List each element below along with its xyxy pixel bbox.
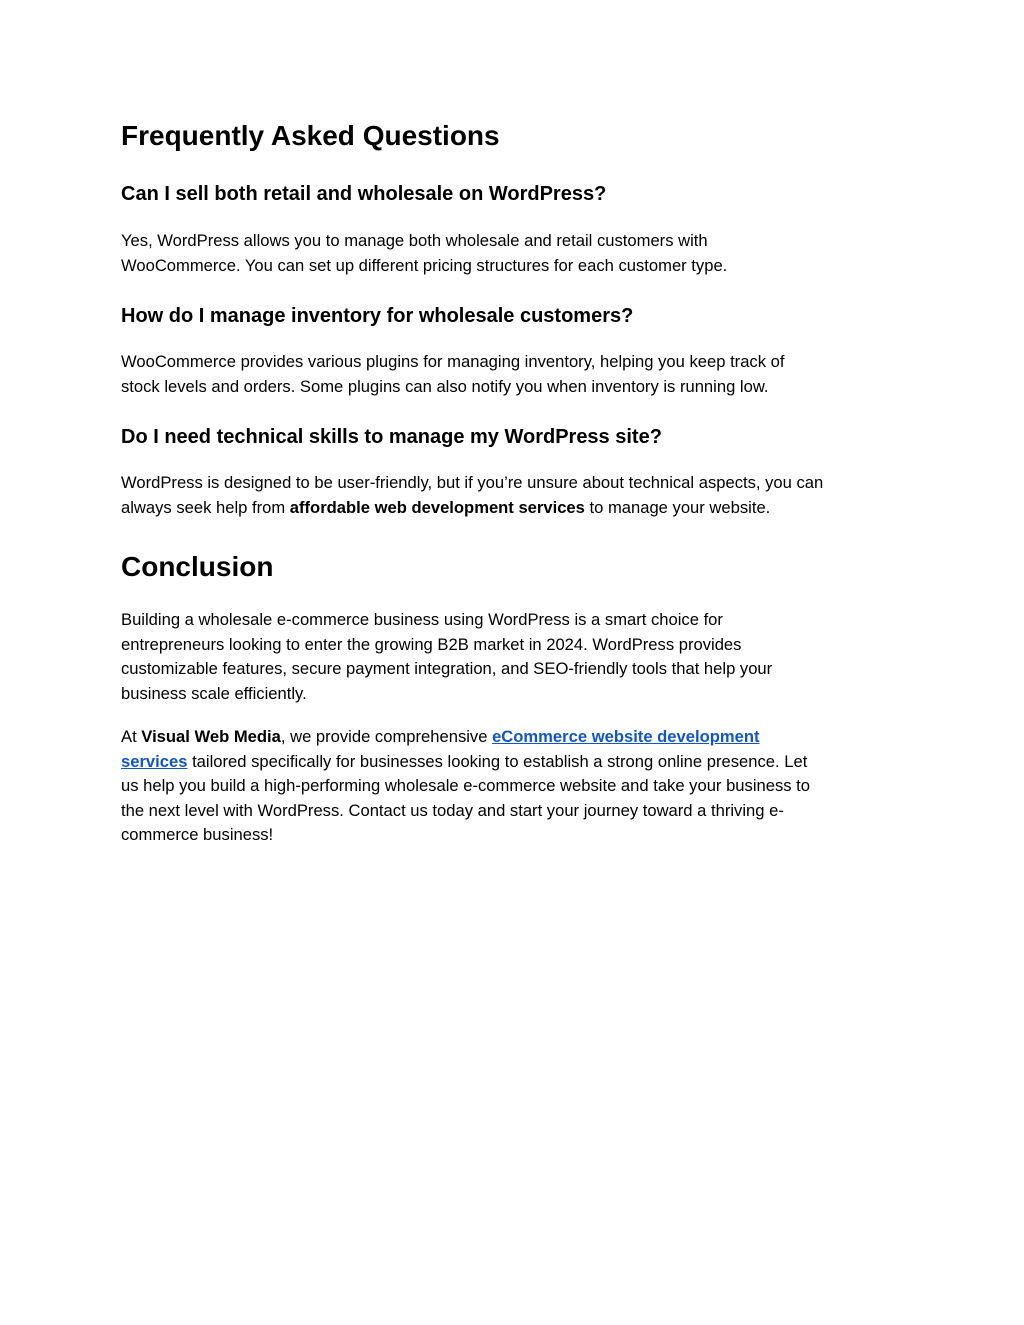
faq-question-3: Do I need technical skills to manage my WordPress site? — [121, 426, 662, 448]
answer-line: Yes, WordPress allows you to manage both wholesale and retail customers with — [121, 231, 708, 250]
faq-question-1: Can I sell both retail and wholesale on WordPress? — [121, 183, 607, 205]
conclusion-paragraph-2 — [121, 725, 911, 848]
paragraph-line: business scale efficiently. — [121, 683, 307, 703]
ecommerce-services-link-continued[interactable]: services — [121, 751, 188, 771]
paragraph-text: At — [121, 727, 142, 746]
conclusion-heading: Conclusion — [121, 551, 274, 582]
faq-answer-3 — [121, 471, 911, 520]
answer-text: always seek help from — [121, 497, 290, 517]
paragraph-line: commerce business! — [121, 825, 274, 844]
answer-line: WooCommerce. You can set up different pricing structures for each customer type. — [121, 255, 728, 275]
paragraph-line: Building a wholesale e-commerce business using WordPress is a smart choice for — [121, 610, 723, 629]
paragraph-text: , we provide comprehensive — [280, 727, 493, 746]
faq-heading: Frequently Asked Questions — [121, 120, 500, 151]
faq-question-2: How do I manage inventory for wholesale customers? — [121, 305, 634, 327]
ecommerce-services-link[interactable]: eCommerce website development — [492, 727, 760, 746]
paragraph-text: tailored specifically for businesses looking to establish a strong online presence. Let — [187, 751, 808, 771]
faq-answer-1 — [121, 229, 911, 278]
conclusion-paragraph-1 — [121, 608, 911, 706]
answer-line: stock levels and orders. Some plugins can also notify you when inventory is running low. — [121, 376, 769, 396]
company-name: Visual Web Media — [141, 727, 281, 746]
paragraph-line: customizable features, secure payment integration, and SEO-friendly tools that help your — [121, 659, 773, 678]
answer-line: WooCommerce provides various plugins for managing inventory, helping you keep track of — [121, 352, 785, 371]
paragraph-line: the next level with WordPress. Contact us today and start your journey toward a thriving e- — [121, 800, 784, 820]
faq-answer-2 — [121, 350, 911, 399]
answer-line: WordPress is designed to be user-friendly, but if you’re unsure about technical aspects, you can — [121, 473, 824, 492]
bold-phrase: affordable web development services — [289, 497, 585, 517]
paragraph-line: entrepreneurs looking to enter the growing B2B market in 2024. WordPress provides — [121, 634, 742, 654]
answer-text: to manage your website. — [584, 497, 771, 517]
paragraph-line: us help you build a high-performing wholesale e-commerce website and take your business to — [121, 776, 811, 795]
